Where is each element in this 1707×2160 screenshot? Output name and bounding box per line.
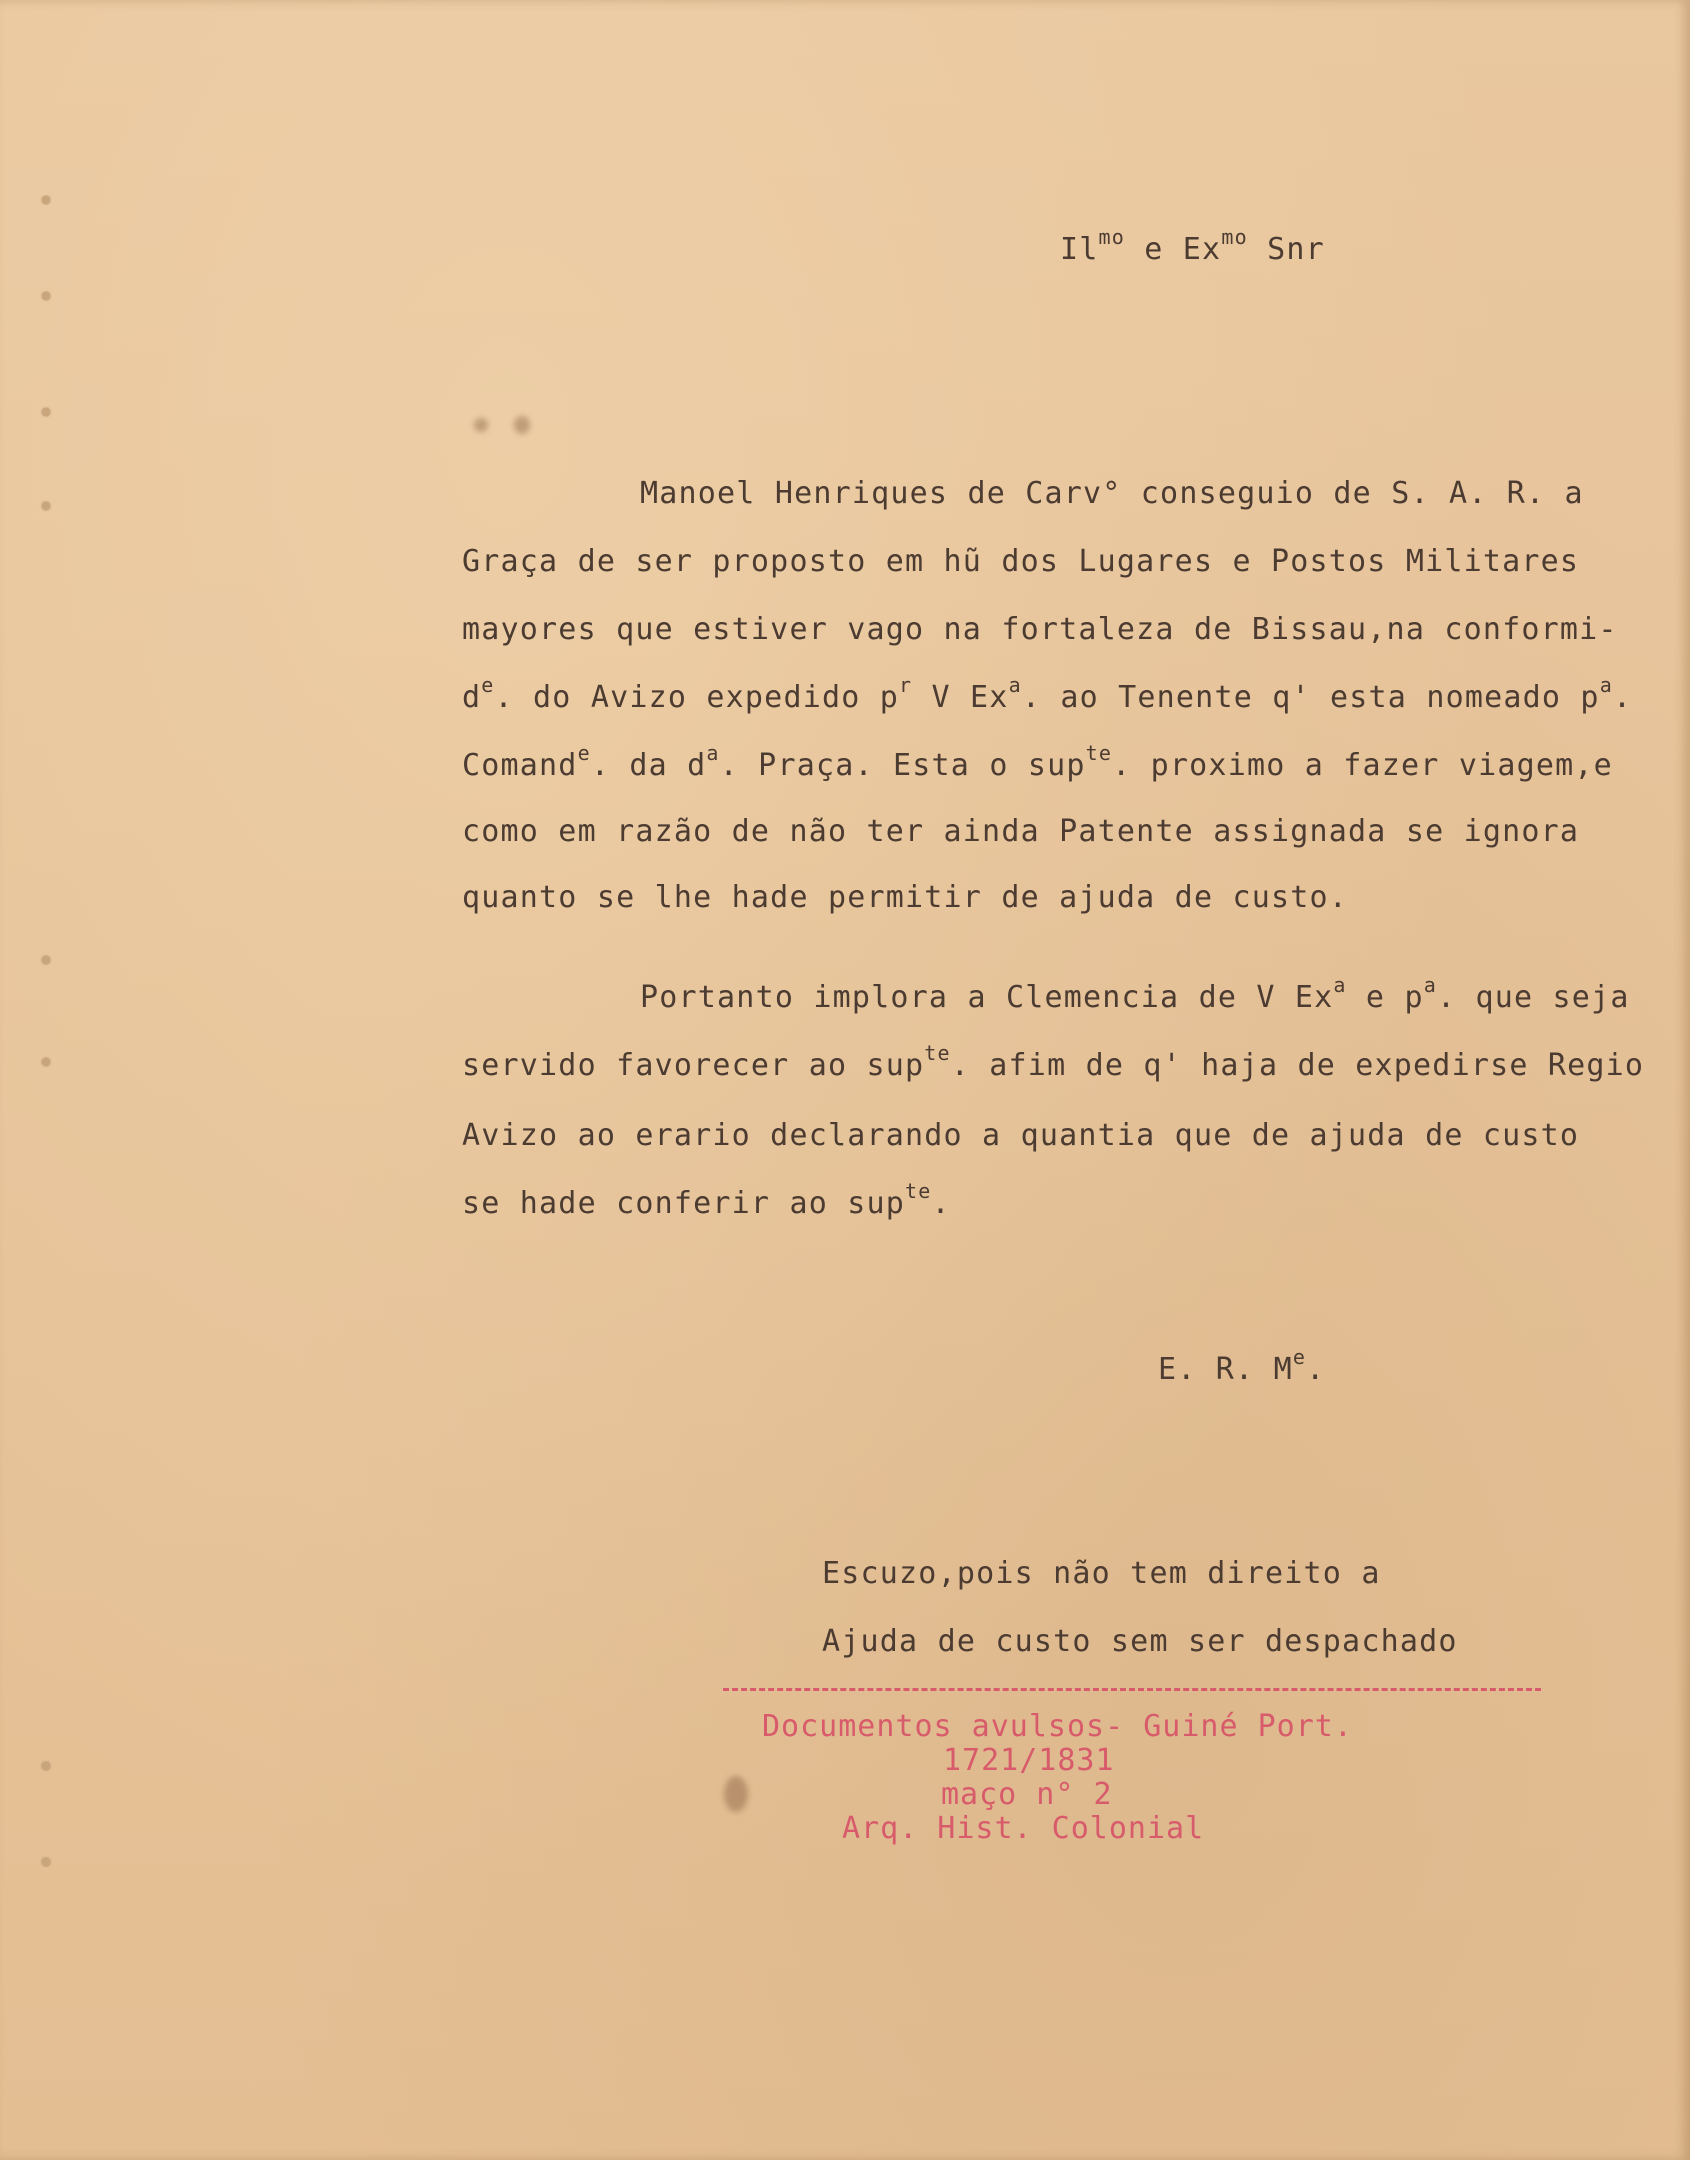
archive-stamp-line-3: maço n° 2 (941, 1777, 1113, 1812)
binder-hole (42, 292, 50, 300)
text-run: servido favorecer ao sup (462, 1048, 925, 1083)
paragraph-1-line-5 (462, 741, 1613, 784)
closing-formula (1158, 1345, 1326, 1388)
text-run: . proximo a fazer viagem,e (1112, 748, 1613, 783)
archive-stamp-line-2: 1721/1831 (943, 1743, 1115, 1778)
binder-hole (42, 502, 50, 510)
paragraph-1-line-2: Graça de ser proposto em hũ dos Lugares e Postos Militares (462, 544, 1580, 579)
ink-smudge (514, 416, 530, 434)
salutation-text: e Ex (1125, 232, 1222, 267)
paragraph-2-line-4 (462, 1179, 951, 1222)
abbrev-superscript: te (924, 1041, 951, 1065)
abbrev-superscript: e (1292, 1345, 1307, 1369)
paragraph-1-line-6: como em razão de não ter ainda Patente assignada se ignora (462, 814, 1580, 849)
abbrev-superscript: r (899, 673, 913, 697)
text-run: . da d (590, 748, 707, 783)
text-run: V Ex (912, 680, 1009, 715)
ink-smudge (724, 1776, 748, 1812)
paragraph-1-line-3: mayores que estiver vago na fortaleza de Bissau,na conformi- (462, 612, 1618, 647)
abbrev-superscript: a (1423, 973, 1437, 997)
paragraph-1-line-7: quanto se lhe hade permitir de ajuda de custo. (462, 880, 1349, 915)
abbrev-superscript: e (481, 673, 495, 697)
archive-stamp-line-1: Documentos avulsos- Guiné Port. (762, 1709, 1353, 1744)
paragraph-1-line-4 (462, 673, 1633, 716)
text-run: E. R. M (1158, 1352, 1293, 1387)
paragraph-2-line-2 (462, 1041, 1645, 1084)
abbrev-superscript: e (577, 741, 591, 765)
text-run: . do Avizo expedido p (494, 680, 900, 715)
text-run: . (1306, 1352, 1326, 1387)
salutation-heading (1060, 225, 1325, 268)
abbrev-superscript: te (905, 1179, 932, 1203)
stamp-dashed-rule (723, 1688, 1541, 1691)
text-run: . que seja (1436, 980, 1630, 1015)
text-run: d (462, 680, 482, 715)
text-run: . ao Tenente q' esta nomeado p (1021, 680, 1600, 715)
archive-stamp-line-4: Arq. Hist. Colonial (842, 1811, 1205, 1846)
salutation-superscript: mo (1098, 225, 1126, 249)
salutation-text: Snr (1247, 232, 1325, 267)
abbrev-superscript: te (1085, 741, 1113, 765)
text-run: . afim de q' haja de expedirse Regio (950, 1048, 1645, 1083)
ink-smudge (474, 418, 488, 432)
dispatch-note-line-1: Escuzo,pois não tem direito a (822, 1556, 1381, 1591)
text-run: . Praça. Esta o sup (719, 748, 1086, 783)
text-run: . (1612, 680, 1633, 715)
paragraph-2-line-1 (640, 973, 1630, 1016)
abbrev-superscript: a (1599, 673, 1613, 697)
binder-hole (42, 408, 50, 416)
salutation-text: Il (1060, 232, 1099, 267)
text-run: e p (1346, 980, 1424, 1015)
abbrev-superscript: a (1008, 673, 1022, 697)
paragraph-1-line-1: Manoel Henriques de Carv° conseguio de S. A. R. a (640, 476, 1584, 511)
binder-hole (42, 1858, 50, 1866)
paragraph-2-line-3: Avizo ao erario declarando a quantia que de ajuda de custo (462, 1118, 1580, 1153)
abbrev-superscript: a (1333, 973, 1347, 997)
text-run: Comand (462, 748, 578, 783)
binder-hole (42, 196, 50, 204)
binder-hole (42, 1762, 50, 1770)
text-run: . (931, 1186, 951, 1221)
abbrev-superscript: a (706, 741, 720, 765)
binder-hole (42, 956, 50, 964)
scan-margin (1690, 0, 1707, 2160)
salutation-superscript: mo (1221, 225, 1248, 249)
text-run: Portanto implora a Clemencia de V Ex (640, 980, 1334, 1015)
binder-hole (42, 1058, 50, 1066)
text-run: se hade conferir ao sup (462, 1186, 906, 1221)
dispatch-note-line-2: Ajuda de custo sem ser despachado (822, 1624, 1458, 1659)
